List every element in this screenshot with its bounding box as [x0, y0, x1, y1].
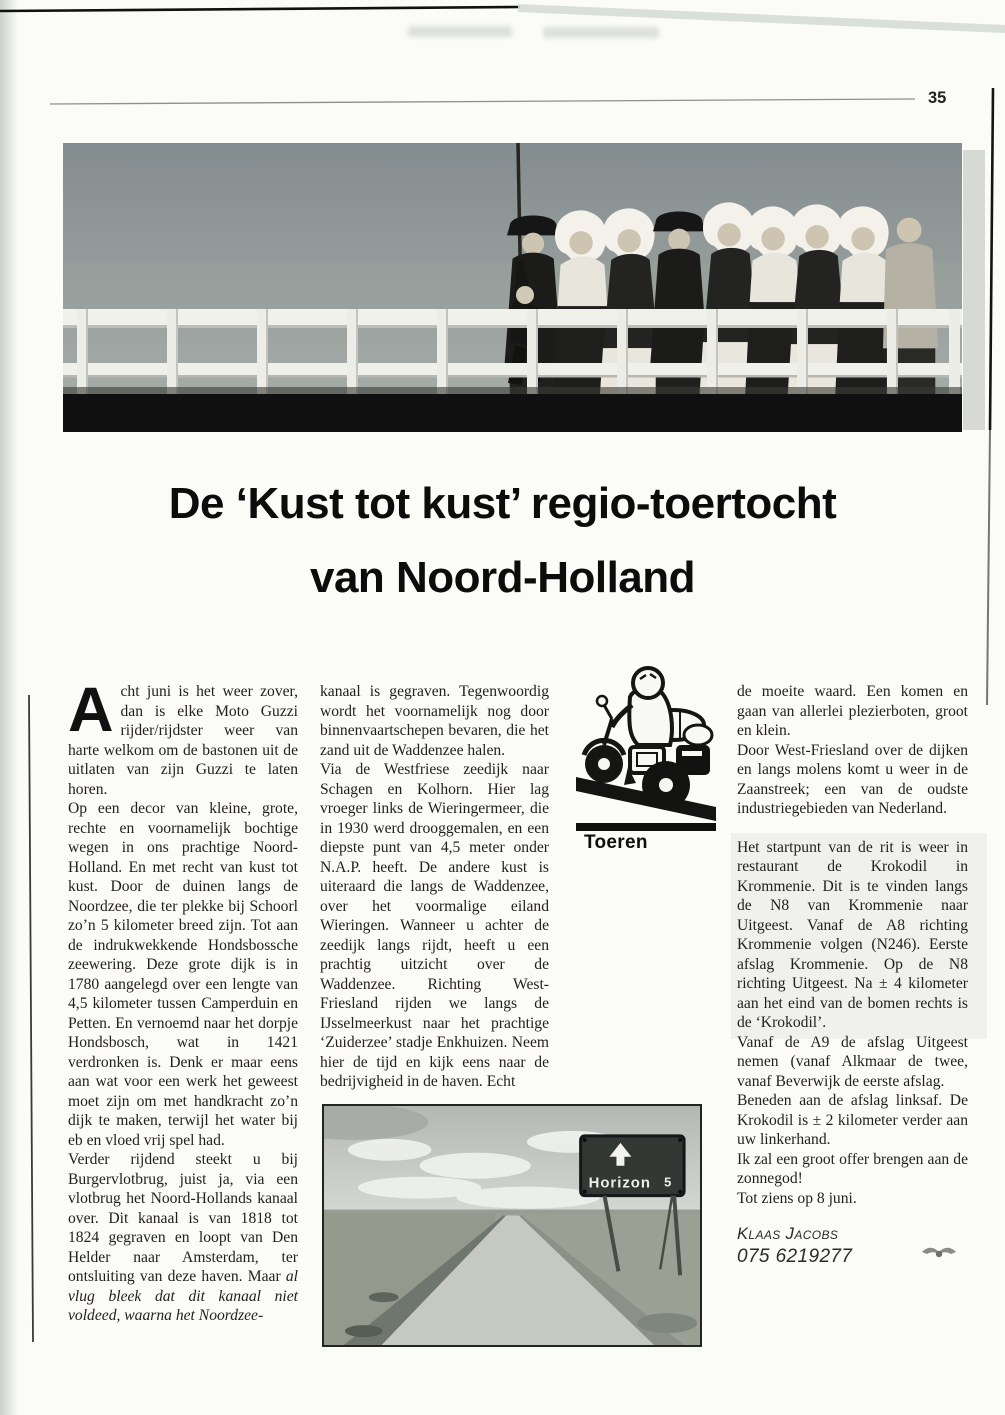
paragraph-text: Tot ziens op 8 juni.: [737, 1189, 857, 1207]
paragraph-text-italic: al vlug bleek dat dit kanaal niet voldeed, waarna het Noordzee-: [68, 1268, 299, 1324]
paragraph-text: Via de Westfriese zeedijk naar Schagen en Kolhorn. Hier lag vroeger links de Wieringermeer, die in 1930 werd drooggemalen, en een diepste punt van 4,5 meter onder N.A.P. heeft. De andere kust is uiteraard die langs de Waddenzee, over het voormalige eiland Wieringen. Wanneer u achter de zeedijk langs rijdt, heeft u een prachtig uitzicht over de Waddenzee. Richting West-Friesland rijden we langs de IJsselmeerkust naar het prachtige ‘Zuiderzee’ stadje Enkhuizen. Neem hier de tijd en kijk eens naar de bedrijvigheid in de haven. Echt: [320, 761, 549, 1090]
paragraph: [737, 741, 968, 819]
paragraph: [320, 682, 549, 760]
road-photo: [322, 1104, 702, 1347]
paragraph: [68, 799, 298, 1150]
article-title-line1: De ‘Kust tot kust’ regio-toertocht: [168, 479, 837, 528]
paragraph: [737, 1189, 968, 1209]
text-column-3: [737, 682, 968, 1266]
bleed-through-smudge: [543, 27, 659, 38]
road-photo-drawing: [324, 1106, 700, 1345]
paragraph-text: Het startpunt van de rit is weer in restaurant de Krokodil in Krommenie. Dit is te vinden langs de N8 van Krommenie naar Uitgeest. Vanaf de A8 richting Krommenie volgen (N246). Eerste afslag Krommenie. Op de N8 richting Uitgeest. Na ± 4 kilometer aan het eind van de bomen rechts is de ‘Krokodil’.: [737, 838, 968, 1031]
bridge-photo: [63, 143, 962, 432]
paragraph: [737, 1150, 968, 1189]
text-column-2: [320, 682, 549, 1092]
author-name: Klaas Jacobs: [737, 1225, 839, 1243]
bleed-through-smudge: [408, 26, 512, 37]
sign-destination: Horizon: [588, 1174, 652, 1192]
toeren-label: Toeren: [584, 832, 648, 853]
author-phone: 075 6219277: [737, 1245, 853, 1267]
paragraph: [68, 675, 298, 799]
paragraph: [320, 760, 549, 1092]
paragraph-text: de moeite waard. Een komen en gaan van allerlei plezierboten, groot en klein.: [737, 683, 968, 739]
paragraph: [737, 1033, 968, 1092]
paragraph-text: Verder rijdend steekt u bij Burgervlotbrug, juist ja, via een vlotbrug het Noord-Hollands kanaal over. Dit kanaal is van 1818 tot 1824 gegraven en loopt van Den Helder naar Amsterdam, ter ontsluiting van deze haven. Maar: [68, 1151, 298, 1285]
sign-distance: 5: [664, 1174, 672, 1190]
paragraph-text: Op een decor van kleine, grote, rechte en voornamelijk bochtige wegen in ons prachtige Noord-Holland. En met recht van kust tot kust. Door de duinen langs de Noordzee, die ter plekke bij Schoorl zo’n 5 kilometer breed zijn. Tot aan de indrukwekkende Hondsbossche zeewering. Deze grote dijk is in 1780 aangelegd over een lengte van 4,5 kilometer tussen Camperduin en Petten. En vernoemd naar het dorpje Hondsbosch, wat in 1421 verdronken is. Denk er maar eens aan wat voor een werk het geweest moet zijn om met handkracht zo’n dijk te maken, terwijl het water bij eb en vloed vrij spel had.: [68, 800, 298, 1149]
article-title-line2: van Noord-Holland: [309, 553, 696, 602]
eagle-wings-icon: [920, 1243, 958, 1261]
paragraph-text: Vanaf de A9 de afslag Uitgeest nemen (vanaf Alkmaar de twee, vanaf Beverwijk de eerste afslag.: [737, 1033, 968, 1090]
paragraph: [737, 682, 968, 741]
paragraph-text: kanaal is gegraven. Tegenwoordig wordt het voornamelijk nog door binnenvaartschepen bevaren, die het zand uit de Waddenzee halen.: [320, 683, 549, 759]
paragraph: [737, 1091, 968, 1150]
bridge-photo-drawing: [63, 143, 962, 432]
text-column-1: [68, 675, 299, 1326]
paragraph-text: Ik zal een groot offer brengen aan de zonnegod!: [737, 1150, 968, 1187]
paragraph: [68, 1150, 298, 1326]
paragraph-text: cht juni is het weer zover, dan is elke Moto Guzzi rijder/rijdster weer van harte welkom om de bastonen uit de uitlaten van zijn Guzzi te laten horen.: [68, 683, 298, 798]
paragraph: [737, 838, 968, 1033]
drop-cap: A: [68, 675, 114, 745]
paragraph-text: Beneden aan de afslag linksaf. De Krokodil is ± 2 kilometer verder aan uw linkerhand.: [737, 1092, 968, 1148]
page-number: 35: [928, 89, 947, 107]
paragraph-text: Door West-Friesland over de dijken en langs molens komt u weer in de Zaanstreek; een van de oudste industriegebieden van Nederland.: [737, 741, 968, 817]
toeren-section-badge: [574, 661, 718, 854]
motorcycle-tourer-icon: [574, 661, 718, 831]
